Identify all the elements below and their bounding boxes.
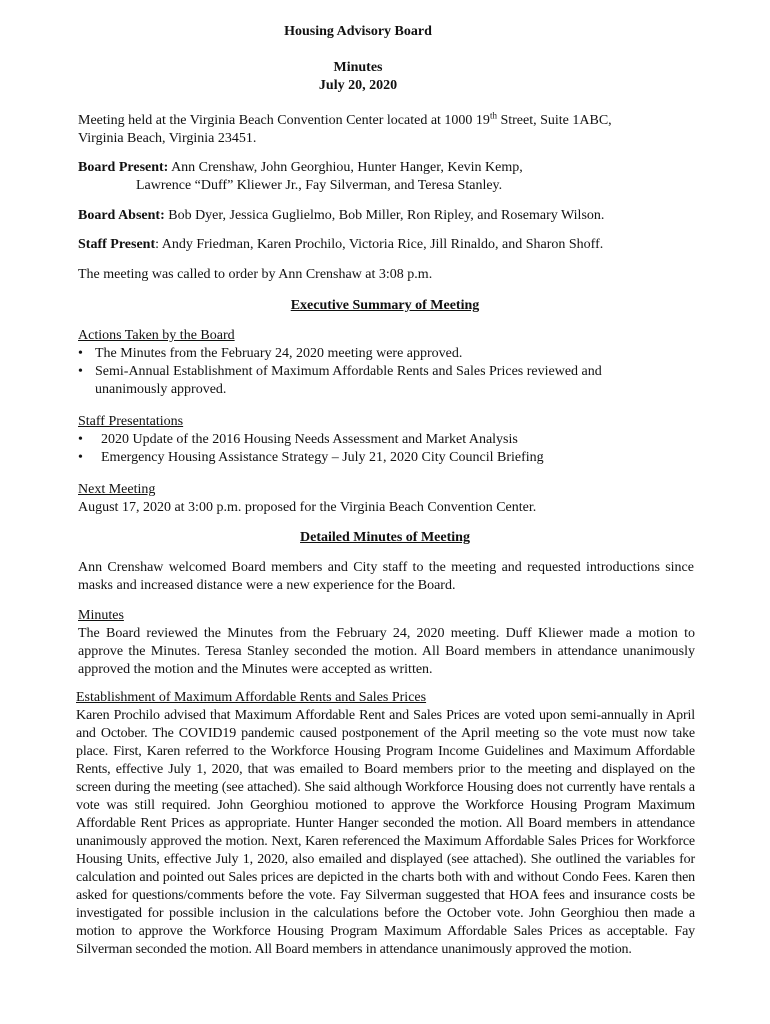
welcome-paragraph: Ann Crenshaw welcomed Board members and City staff to the meeting and requested introductions since masks and increased distance were a new experience for the Board. xyxy=(78,560,694,593)
minutes-text: The Board reviewed the Minutes from the February 24, 2020 meeting. Duff Kliewer made a motion to approve the Minutes. Teresa Stanley seconded the motion. All Board members in attendance unanimously approved the motion and the Minutes were accepted as written. xyxy=(78,626,695,677)
list-item xyxy=(78,449,698,467)
board-present xyxy=(78,159,698,195)
minutes-section xyxy=(78,607,695,679)
actions-heading: Actions Taken by the Board xyxy=(78,328,235,343)
list-item-text: Emergency Housing Assistance Strategy – July 21, 2020 City Council Briefing xyxy=(101,450,544,465)
list-item xyxy=(78,363,635,399)
document-subtitle: Minutes xyxy=(333,60,383,75)
staff-present-label: Staff Present xyxy=(78,237,156,252)
next-meeting-section xyxy=(78,481,698,517)
list-item xyxy=(78,431,698,449)
detailed-minutes-heading: Detailed Minutes of Meeting xyxy=(300,530,470,545)
location-line-2: Virginia Beach, Virginia 23451. xyxy=(78,131,257,146)
document-title: Housing Advisory Board xyxy=(284,24,432,39)
board-absent-list: Bob Dyer, Jessica Guglielmo, Bob Miller, Ron Ripley, and Rosemary Wilson. xyxy=(164,208,605,223)
establishment-heading: Establishment of Maximum Affordable Rents and Sales Prices xyxy=(76,690,427,705)
staff-presentations-list xyxy=(78,431,698,467)
executive-summary-heading: Executive Summary of Meeting xyxy=(290,298,480,313)
bullet-icon: • xyxy=(78,450,83,465)
board-present-list-cont: Lawrence “Duff” Kliewer Jr., Fay Silverman, and Teresa Stanley. xyxy=(136,178,503,193)
staff-presentations-section xyxy=(78,413,698,467)
minutes-heading: Minutes xyxy=(78,608,124,623)
call-to-order: The meeting was called to order by Ann Crenshaw at 3:08 p.m. xyxy=(78,267,433,282)
actions-list xyxy=(78,345,698,399)
board-present-label: Board Present: xyxy=(78,160,169,175)
list-item-text: 2020 Update of the 2016 Housing Needs Assessment and Market Analysis xyxy=(101,432,518,447)
list-item xyxy=(78,345,698,363)
actions-section xyxy=(78,327,698,399)
board-present-list: Ann Crenshaw, John Georghiou, Hunter Hanger, Kevin Kemp, xyxy=(168,160,523,175)
list-item-text: Semi-Annual Establishment of Maximum Affordable Rents and Sales Prices reviewed and unanimously approved. xyxy=(95,364,602,397)
location-line-1 xyxy=(78,112,698,130)
meeting-location xyxy=(78,112,698,148)
board-absent xyxy=(78,207,698,225)
location-line-1-text: Meeting held at the Virginia Beach Convention Center located at 1000 19 xyxy=(78,113,490,128)
bullet-icon: • xyxy=(78,364,83,379)
list-item-text: The Minutes from the February 24, 2020 meeting were approved. xyxy=(95,346,463,361)
location-line-1-end: Street, Suite 1ABC, xyxy=(496,113,612,128)
bullet-icon: • xyxy=(78,432,83,447)
location-superscript: th xyxy=(489,110,497,121)
board-absent-label: Board Absent: xyxy=(78,208,165,223)
next-meeting-text: August 17, 2020 at 3:00 p.m. proposed for the Virginia Beach Convention Center. xyxy=(78,500,537,515)
bullet-icon: • xyxy=(78,346,83,361)
staff-present xyxy=(78,236,698,254)
staff-presentations-heading: Staff Presentations xyxy=(78,414,184,429)
meeting-date: July 20, 2020 xyxy=(318,78,398,93)
staff-present-list: : Andy Friedman, Karen Prochilo, Victoria Rice, Jill Rinaldo, and Sharon Shoff. xyxy=(155,237,604,252)
establishment-text: Karen Prochilo advised that Maximum Affordable Rent and Sales Prices are voted upon semi-annually in April and October. The COVID19 pandemic caused postponement of the April meeting so the vote must now take place. First, Karen referred to the Workforce Housing Program Income Guidelines and Maximum Affordable Rents, effective July 1, 2020, that was emailed to Board members prior to the meeting and displayed on the screen during the meeting (see attached). She said although Workforce Housing does not currently have rentals a vote was still required. John Georghiou motioned to approve the Workforce Housing Program Maximum Affordable Rent Prices as appropriate. Hunter Hanger seconded the motion. All Board members in attendance unanimously approved the motion. Next, Karen referenced the Maximum Affordable Sales Prices for Workforce Housing Units, effective July 1, 2020, also emailed and displayed (see attached). She outlined the variables for calculation and pointed out Sales prices are depicted in the charts both with and without Condo Fees. Karen then asked for questions/comments before the vote. Fay Silverman suggested that HOA fees and insurance costs be investigated for possible inclusion in the calculations before the October vote. John Georghiou then made a motion to approve the Workforce Housing Program Maximum Affordable Sales Prices as acceptable. Fay Silverman seconded the motion. All Board members in attendance unanimously approved the motion. xyxy=(76,708,695,957)
next-meeting-heading: Next Meeting xyxy=(78,482,156,497)
establishment-section xyxy=(76,689,695,959)
